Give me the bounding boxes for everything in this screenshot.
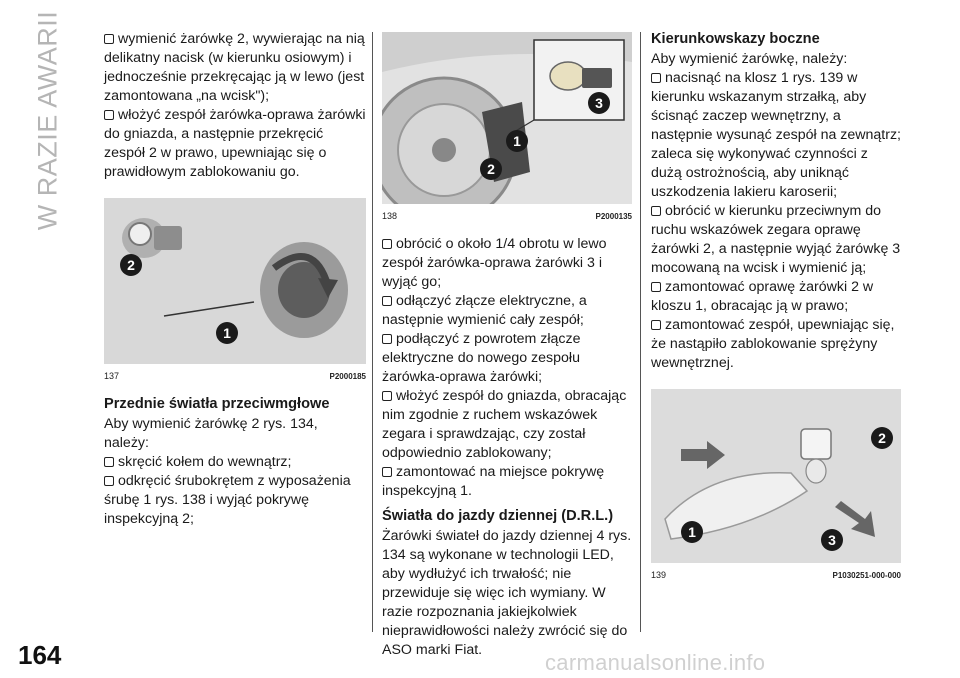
callout-3: 3 <box>588 92 610 114</box>
list-item: nacisnąć na klosz 1 rys. 139 w kierunku wskazanym strzałką, aby ścisnąć zaczep wewnętrzny, a następnie wysunąć zespół na zewnątrz; zaleca się wykonywać czynności z dużą ostrożnością, aby uniknąć uszkodzenia lakieru karoserii; <box>651 70 901 200</box>
callout-1: 1 <box>681 521 703 543</box>
figure-code: P2000135 <box>595 212 632 221</box>
column-1 <box>104 30 366 529</box>
section-side-title: W RAZIE AWARII <box>32 10 63 230</box>
checkbox-bullet-icon <box>104 476 114 486</box>
heading-fog-lights: Przednie światła przeciwmgłowe <box>104 396 330 412</box>
heading-side-indicators: Kierunkowskazy boczne <box>651 31 820 47</box>
checkbox-bullet-icon <box>651 206 661 216</box>
column-divider <box>640 32 641 632</box>
list-item: zamontować zespół, upewniając się, że nastąpiło zablokowanie sprężyny wewnętrznej. <box>651 317 895 371</box>
list-item: włożyć zespół do gniazda, obracając nim zgodnie z ruchem wskazówek zegara i sprawdzając, czy został odpowiednio zablokowany; <box>382 388 627 461</box>
callout-2: 2 <box>871 427 893 449</box>
intro-text: Aby wymienić żarówkę, należy: <box>651 51 848 67</box>
list-item: obrócić w kierunku przeciwnym do ruchu wskazówek zegara oprawę żarówki 2, a następnie wyjąć żarówkę 3 mocowaną na wcisk i wymienić ją; <box>651 203 901 276</box>
wheel-arch-inspection-cover-illustration <box>382 32 632 204</box>
heading-drl: Światła do jazdy dziennej (D.R.L.) <box>382 508 614 524</box>
column-2 <box>382 30 632 660</box>
checkbox-bullet-icon <box>382 296 392 306</box>
body-text: Żarówki świateł do jazdy dziennej 4 rys. 134 są wykonane w technologii LED, aby wydłużyć ich trwałość; nie przewiduje się więc ich wymiany. W razie rozpoznania jakiejkolwiek nieprawidłowości należy zwrócić się do ASO marki Fiat. <box>382 528 632 658</box>
figure-137 <box>104 198 366 364</box>
callout-2: 2 <box>120 254 142 276</box>
checkbox-bullet-icon <box>651 73 661 83</box>
list-item: podłączyć z powrotem złącze elektryczne do nowego zespołu żarówka-oprawa żarówki; <box>382 331 581 385</box>
page-number: 164 <box>18 640 62 670</box>
figure-139 <box>651 389 901 563</box>
figure-number: 139 <box>651 570 667 580</box>
figure-caption <box>651 566 901 585</box>
list-item: odkręcić śrubokrętem z wyposażenia śrubę 1 rys. 138 i wyjąć pokrywę inspekcyjną 2; <box>104 473 351 527</box>
figure-number: 137 <box>104 371 120 381</box>
figure-caption <box>104 367 366 386</box>
checkbox-bullet-icon <box>651 320 661 330</box>
column-3 <box>651 30 901 594</box>
callout-1: 1 <box>216 322 238 344</box>
checkbox-bullet-icon <box>382 467 392 477</box>
list-item: skręcić kołem do wewnątrz; <box>104 453 366 472</box>
callout-3: 3 <box>821 529 843 551</box>
callout-2: 2 <box>480 158 502 180</box>
list-item: obrócić o około 1/4 obrotu w lewo zespół żarówka-oprawa żarówki 3 i wyjąć go; <box>382 236 607 290</box>
checkbox-bullet-icon <box>382 334 392 344</box>
figure-code: P2000185 <box>329 372 366 381</box>
watermark: carmanualsonline.info <box>545 650 766 675</box>
checkbox-bullet-icon <box>651 282 661 292</box>
intro-text: Aby wymienić żarówkę 2 rys. 134, należy: <box>104 416 318 451</box>
list-item: włożyć zespół żarówka-oprawa żarówki do gniazda, a następnie przekręcić zespół 2 w prawo, upewniając się o prawidłowym zablokowaniu go. <box>104 107 366 180</box>
figure-caption <box>382 207 632 226</box>
figure-number: 138 <box>382 211 398 221</box>
checkbox-bullet-icon <box>382 239 392 249</box>
list-item: zamontować oprawę żarówki 2 w kloszu 1, obracając ją w prawo; <box>651 279 874 314</box>
checkbox-bullet-icon <box>104 34 114 44</box>
checkbox-bullet-icon <box>104 457 114 467</box>
callout-1: 1 <box>506 130 528 152</box>
checkbox-bullet-icon <box>382 391 392 401</box>
list-item: zamontować na miejsce pokrywę inspekcyjną 1. <box>382 464 605 499</box>
list-item: wymienić żarówkę 2, wywierając na nią delikatny nacisk (w kierunku osiowym) i jednocześnie przekręcając ją w lewo (jest zamontowana „na wcisk"); <box>104 31 365 104</box>
figure-code: P1030251-000-000 <box>832 571 901 580</box>
column-divider <box>372 32 373 632</box>
checkbox-bullet-icon <box>104 110 114 120</box>
list-item: odłączyć złącze elektryczne, a następnie wymienić cały zespół; <box>382 293 587 328</box>
figure-138 <box>382 32 632 204</box>
